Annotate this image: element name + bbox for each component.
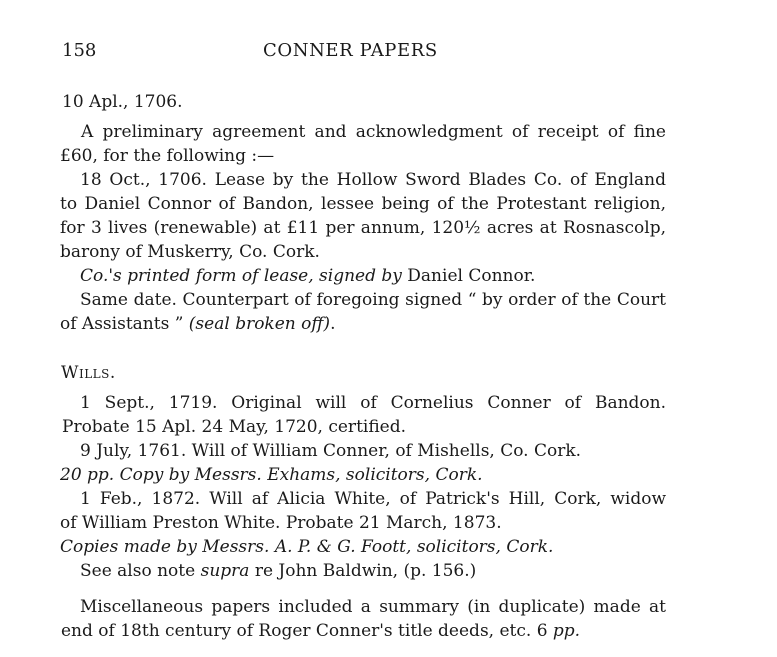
agreement-line-2: £60, for the following :— [60, 146, 275, 166]
william-copy-note: 20 pp. Copy by Messrs. Exhams, solicitors, Cork. [60, 465, 483, 485]
counterpart-line-1: Same date. Counterpart of foregoing signed “ by order of the Court [80, 290, 666, 310]
form-note-text: Daniel Connor. [401, 266, 536, 286]
see-also-pre: See also note [80, 561, 201, 581]
counterpart-italic: (seal broken off) [188, 314, 331, 334]
counterpart-end: . [330, 314, 336, 334]
alicia-line-2: of William Preston White. Probate 21 March, 1873. [60, 513, 502, 533]
form-note-italic: Co.'s printed form of lease, signed by [80, 266, 402, 286]
misc-line-2 [61, 620, 580, 642]
alicia-line-1: 1 Feb., 1872. Will af Alicia White, of Patrick's Hill, Cork, widow [80, 489, 666, 509]
running-title: CONNER PAPERS [263, 40, 438, 61]
misc-line-1: Miscellaneous papers included a summary (in duplicate) made at [80, 597, 666, 617]
misc-line-2-text: end of 18th century of Roger Conner's title deeds, etc. 6 [61, 621, 553, 641]
alicia-line-3 [60, 536, 553, 558]
lease-line-3: for 3 lives (renewable) at £11 per annum, 120½ acres at Rosnascolp, [60, 218, 666, 238]
date-heading: 10 Apl., 1706. [62, 92, 183, 112]
see-also-post: re John Baldwin, (p. 156.) [249, 561, 477, 581]
lease-line-1: 18 Oct., 1706. Lease by the Hollow Sword Blades Co. of England [80, 170, 666, 190]
cornelius-line-2: Probate 15 Apl. 24 May, 1720, certified. [62, 417, 407, 437]
counterpart-line-2 [60, 313, 335, 335]
wills-heading: Wills. [61, 363, 116, 383]
agreement-line-1: A preliminary agreement and acknowledgment of receipt of fine [81, 122, 666, 142]
cornelius-line-1: 1 Sept., 1719. Original will of Cornelius Conner of Bandon. [80, 393, 666, 413]
see-also-italic: supra [200, 561, 250, 581]
see-also-line [80, 560, 476, 582]
lease-line-2: to Daniel Connor of Bandon, lessee being of the Protestant religion, [60, 194, 666, 214]
page-number: 158 [62, 40, 97, 61]
form-note [80, 265, 535, 287]
william-line-1: 9 July, 1761. Will of William Conner, of Mishells, Co. Cork. [80, 441, 582, 461]
misc-line-2-italic: pp. [552, 621, 581, 641]
lease-line-4: barony of Muskerry, Co. Cork. [60, 242, 320, 262]
william-line-2 [60, 464, 483, 486]
alicia-copy-note: Copies made by Messrs. A. P. & G. Foott, solicitors, Cork. [60, 537, 554, 557]
counterpart-text: of Assistants ” [60, 314, 189, 334]
